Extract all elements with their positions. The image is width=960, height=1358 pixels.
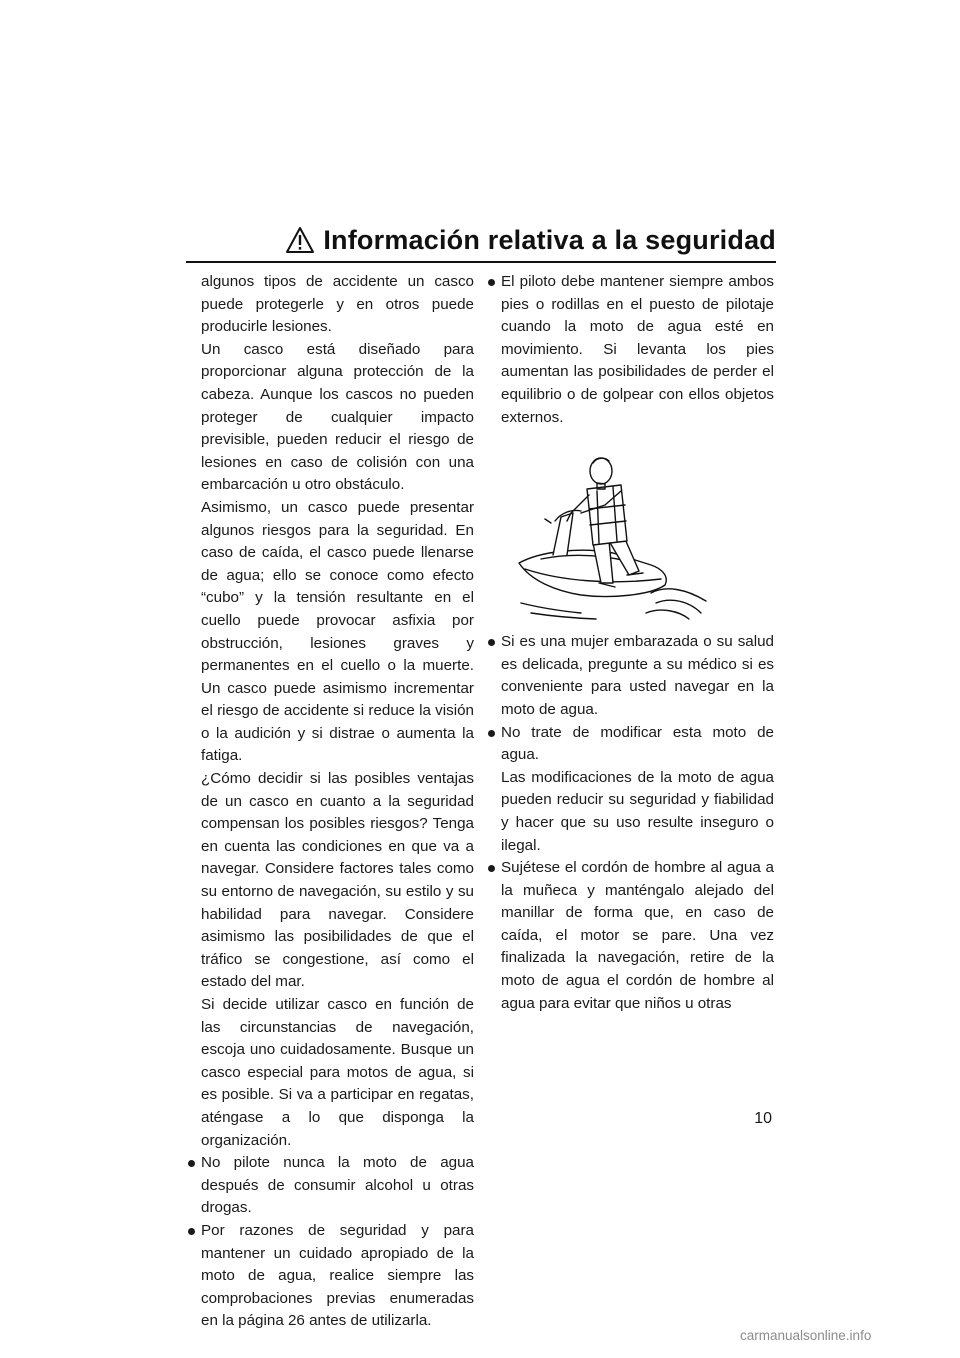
body-paragraph: ¿Cómo decidir si las posibles ventajas de un casco en cuanto a la seguridad compensan los posibles riesgos? Tenga en cuenta las condiciones en que va a navegar. Considere factores tales como su entorno de navegación, su estilo y su habilidad para navegar. Considere asimismo las posibilidades de que el tráfico se congestione, así como el estado del mar. xyxy=(201,770,474,991)
bullet-item xyxy=(488,857,774,1015)
bullet-dot-icon xyxy=(488,279,495,286)
bullet-text: No trate de modificar esta moto de agua. xyxy=(501,723,774,764)
bullet-text: Si es una mujer embarazada o su salud es delicada, pregunte a su médico si es conveniente para usted navegar en la moto de agua. xyxy=(501,633,774,718)
bullet-text: Por razones de seguridad y para mantener un cuidado apropiado de la moto de agua, realice siempre las comprobaciones previas enumeradas en la página 26 antes de utilizarla. xyxy=(201,1221,474,1330)
bullet-dot-icon xyxy=(188,1228,195,1235)
body-paragraph: Si decide utilizar casco en función de las circunstancias de navegación, escoja uno cuidadosamente. Busque un casco especial para motos de agua, si es posible. Si va a participar en regatas, aténgase a lo que disponga la organización. xyxy=(201,996,474,1149)
body-paragraph: Asimismo, un casco puede presentar algunos riesgos para la seguridad. En caso de caída, el casco puede llenarse de agua; ello se conoce como efecto “cubo” y la tensión resultante en el cuello puede provocar asfixia por obstrucción, lesiones graves y permanentes en el cuello o la muerte. Un casco puede asimismo incrementar el riesgo de accidente si reduce la visión o la audición y si distrae o aumenta la fatiga. xyxy=(201,498,474,765)
bullet-dot-icon xyxy=(488,730,495,737)
right-column-top xyxy=(488,271,774,429)
bullet-dot-icon xyxy=(188,1160,195,1167)
jet-ski-rider-drawing xyxy=(501,443,711,621)
bullet-text: No pilote nunca la moto de agua después de consumir alcohol u otras drogas. xyxy=(201,1154,474,1217)
bullet-text: Sujétese el cordón de hombre al agua a la muñeca y manténgalo alejado del manillar de forma que, en caso de caída, el motor se pare. Una vez finalizada la navegación, retire de la moto de agua el cordón de hombre al agua para evitar que niños u otras xyxy=(501,859,774,1012)
body-paragraph: Las modificaciones de la moto de agua pueden reducir su seguridad y fiabilidad y hacer que su uso resulte inseguro o ilegal. xyxy=(501,768,774,854)
footer-watermark-link[interactable]: carmanualsonline.info xyxy=(740,1328,872,1343)
header-rule xyxy=(186,261,776,263)
bullet-item xyxy=(188,1220,474,1333)
bullet-item xyxy=(488,631,774,721)
page-number: 10 xyxy=(754,1110,772,1127)
page-header xyxy=(186,220,776,260)
bullet-text: El piloto debe mantener siempre ambos pies o rodillas en el puesto de pilotaje cuando la moto de agua esté en movimiento. Si levanta los pies aumentan las posibilidades de perder el equilibrio o de golpear con ellos objetos externos. xyxy=(501,273,774,426)
bullet-item xyxy=(488,271,774,429)
bullet-item xyxy=(188,1152,474,1220)
left-column xyxy=(188,271,474,1333)
right-column-bottom xyxy=(488,631,774,1015)
body-paragraph: algunos tipos de accidente un casco puede protegerle y en otros puede producirle lesiones. xyxy=(201,273,474,336)
bullet-dot-icon xyxy=(488,639,495,646)
jet-ski-rider-illustration xyxy=(501,443,774,621)
bullet-item xyxy=(488,722,774,767)
page-title: Información relativa a la seguridad xyxy=(323,224,776,255)
right-column xyxy=(488,271,774,1015)
warning-triangle-icon xyxy=(285,226,315,254)
body-paragraph: Un casco está diseñado para proporcionar alguna protección de la cabeza. Aunque los cascos no pueden proteger de cualquier impacto previsible, pueden reducir el riesgo de lesiones en caso de colisión con una embarcación u otro obstáculo. xyxy=(201,340,474,494)
bullet-dot-icon xyxy=(488,865,495,872)
